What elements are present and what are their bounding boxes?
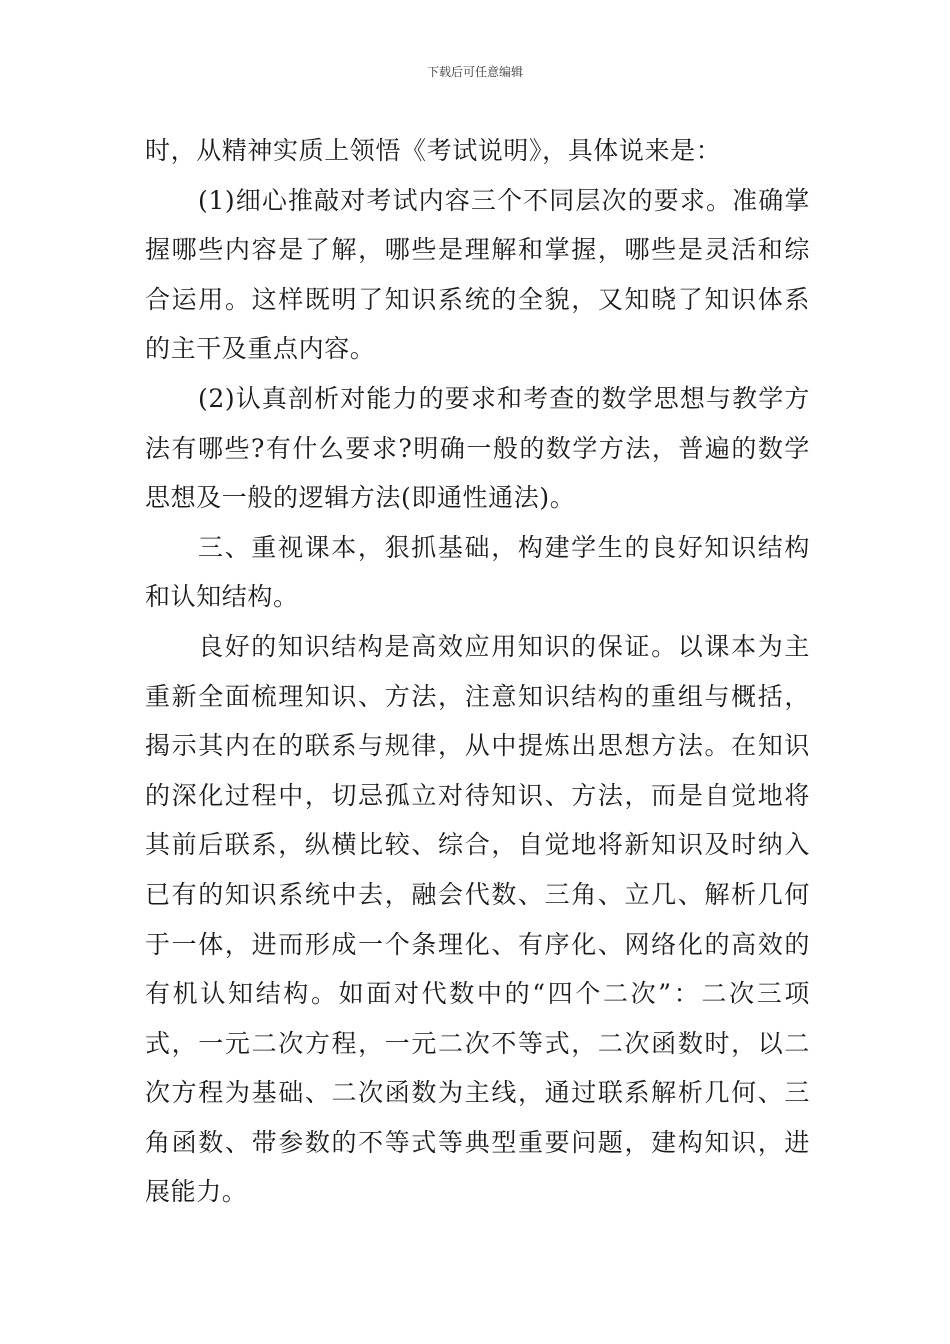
paragraph-2: (1)细心推敲对考试内容三个不同层次的要求。准确掌握哪些内容是了解，哪些是理解和掌握，哪些是灵活和综合运用。这样既明了知识系统的全貌，又知晓了知识体系的主干及重点内容。 — [145, 185, 810, 364]
paragraph-5: 良好的知识结构是高效应用知识的保证。以课本为主重新全面梳理知识、方法，注意知识结构的重组与概括，揭示其内在的联系与规律，从中提炼出思想方法。在知识的深化过程中，切忌孤立对待知识、方法，而是自觉地将其前后联系，纵横比较、综合，自觉地将新知识及时纳入已有的知识系统中去，融会代数、三角、立几、解析几何于一体，进而形成一个条理化、有序化、网络化的高效的有机认知结构。如面对代数中的“四个二次”：二次三项式，一元二次方程，一元二次不等式，二次函数时，以二次方程为基础、二次函数为主线，通过联系解析几何、三角函数、带参数的不等式等典型重要问题，建构知识，进展能力。 — [145, 631, 810, 1207]
paragraph-3: (2)认真剖析对能力的要求和考查的数学思想与教学方法有哪些?有什么要求?明确一般的数学方法，普遍的数学思想及一般的逻辑方法(即通性通法)。 — [145, 383, 810, 513]
paragraph-4: 三、重视课本，狠抓基础，构建学生的良好知识结构和认知结构。 — [145, 532, 810, 612]
page-header-note: 下载后可任意编辑 — [426, 65, 523, 79]
paragraph-1: 时，从精神实质上领悟《考试说明》，具体说来是： — [145, 136, 722, 165]
document-body — [145, 126, 810, 1217]
